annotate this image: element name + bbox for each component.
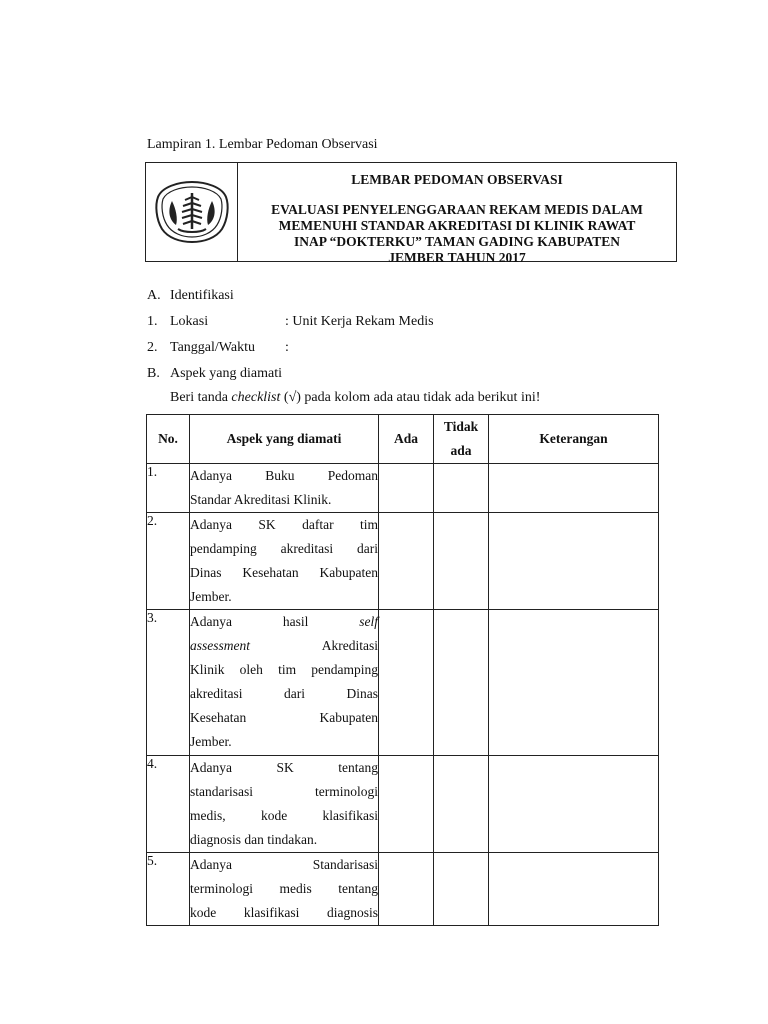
instruction xyxy=(170,390,540,406)
table-row xyxy=(147,756,659,853)
section-label: Identifikasi xyxy=(170,288,234,303)
section-marker: B. xyxy=(147,366,160,381)
row-aspek xyxy=(190,756,379,853)
field-num: 1. xyxy=(147,314,158,329)
instruction-italic: checklist xyxy=(231,390,281,405)
aspek-line xyxy=(190,610,378,634)
row-number: 4. xyxy=(147,756,190,853)
keterangan-cell[interactable] xyxy=(489,464,659,513)
header-box xyxy=(145,162,677,265)
aspek-line: Jember. xyxy=(190,589,232,604)
row-number: 1. xyxy=(147,464,190,513)
section-a xyxy=(147,288,234,304)
header-keterangan: Keterangan xyxy=(489,415,659,464)
field-value: Unit Kerja Rekam Medis xyxy=(292,314,434,329)
ada-cell[interactable] xyxy=(379,513,434,610)
aspek-line: Adanya SK tentang xyxy=(190,760,378,775)
tidak-ada-cell[interactable] xyxy=(434,853,489,926)
tidak-ada-cell[interactable] xyxy=(434,513,489,610)
aspek-line: Adanya SK daftar tim xyxy=(190,517,378,532)
keterangan-cell[interactable] xyxy=(489,513,659,610)
field-separator: : xyxy=(285,340,289,355)
header-tidak-line: Tidak xyxy=(443,419,479,434)
tidak-ada-cell[interactable] xyxy=(434,610,489,756)
row-aspek xyxy=(190,513,379,610)
aspek-word: Akreditasi xyxy=(321,638,378,653)
field-label: Lokasi xyxy=(170,314,209,329)
university-emblem-icon xyxy=(154,179,230,245)
instruction-text: (√) pada kolom ada atau tidak ada berikut ini! xyxy=(280,390,541,405)
keterangan-cell[interactable] xyxy=(489,610,659,756)
aspek-line: Adanya Standarisasi xyxy=(190,857,378,872)
subtitle-line: INAP “DOKTERKU” TAMAN GADING KABUPATEN xyxy=(293,234,621,249)
aspek-word: hasil xyxy=(282,614,309,629)
aspek-line: Jember. xyxy=(190,734,232,749)
field-lokasi xyxy=(147,314,434,330)
ada-cell[interactable] xyxy=(379,756,434,853)
row-number: 3. xyxy=(147,610,190,756)
table-row xyxy=(147,853,659,926)
aspek-line: terminologi medis tentang xyxy=(190,881,378,896)
subtitle-line: EVALUASI PENYELENGGARAAN REKAM MEDIS DALAM xyxy=(271,202,643,217)
header-tidak-ada xyxy=(434,415,489,464)
field-label: Tanggal/Waktu xyxy=(170,340,255,355)
aspek-line: Kesehatan Kabupaten xyxy=(190,710,378,725)
row-number: 2. xyxy=(147,513,190,610)
header-tidak-line: ada xyxy=(450,443,472,458)
aspek-line: standarisasi terminologi xyxy=(190,784,378,799)
page-caption: Lampiran 1. Lembar Pedoman Observasi xyxy=(147,137,378,152)
table-row xyxy=(147,464,659,513)
aspek-line: medis, kode klasifikasi xyxy=(190,808,378,823)
form-subtitle xyxy=(238,202,676,266)
instruction-text: Beri tanda xyxy=(170,390,232,405)
aspek-line: pendamping akreditasi dari xyxy=(190,541,378,556)
section-marker: A. xyxy=(147,288,161,303)
section-b xyxy=(147,366,282,382)
keterangan-cell[interactable] xyxy=(489,853,659,926)
keterangan-cell[interactable] xyxy=(489,756,659,853)
field-tanggal xyxy=(147,340,289,356)
ada-cell[interactable] xyxy=(379,610,434,756)
form-title: LEMBAR PEDOMAN OBSERVASI xyxy=(351,172,563,187)
aspek-line: kode klasifikasi diagnosis xyxy=(190,905,378,920)
title-cell xyxy=(238,163,676,265)
aspek-word: self xyxy=(359,614,379,629)
row-aspek xyxy=(190,853,379,926)
aspek-line: Klinik oleh tim pendamping xyxy=(190,662,378,677)
header-ada: Ada xyxy=(379,415,434,464)
field-num: 2. xyxy=(147,340,158,355)
field-separator: : xyxy=(285,314,289,329)
aspek-part xyxy=(190,614,378,629)
row-number: 5. xyxy=(147,853,190,926)
aspek-line xyxy=(190,634,378,658)
ada-cell[interactable] xyxy=(379,464,434,513)
aspek-line: akreditasi dari Dinas xyxy=(190,686,378,701)
aspek-word: assessment xyxy=(190,638,250,653)
section-label: Aspek yang diamati xyxy=(170,366,282,381)
table-row xyxy=(147,513,659,610)
table-header-row xyxy=(147,415,659,464)
header-no: No. xyxy=(147,415,190,464)
tidak-ada-cell[interactable] xyxy=(434,756,489,853)
aspek-line: Standar Akreditasi Klinik. xyxy=(190,492,332,507)
subtitle-line: JEMBER TAHUN 2017 xyxy=(388,250,526,265)
ada-cell[interactable] xyxy=(379,853,434,926)
aspek-line: Adanya Buku Pedoman xyxy=(190,468,378,483)
aspek-word: Adanya xyxy=(190,614,232,629)
row-aspek xyxy=(190,464,379,513)
row-aspek xyxy=(190,610,379,756)
logo-cell xyxy=(146,163,238,261)
aspek-line: Dinas Kesehatan Kabupaten xyxy=(190,565,378,580)
observation-table xyxy=(146,414,659,926)
table-row xyxy=(147,610,659,756)
aspek-line: diagnosis dan tindakan. xyxy=(190,832,318,847)
header-aspek: Aspek yang diamati xyxy=(190,415,379,464)
subtitle-line: MEMENUHI STANDAR AKREDITASI DI KLINIK RAWAT xyxy=(278,218,636,233)
tidak-ada-cell[interactable] xyxy=(434,464,489,513)
